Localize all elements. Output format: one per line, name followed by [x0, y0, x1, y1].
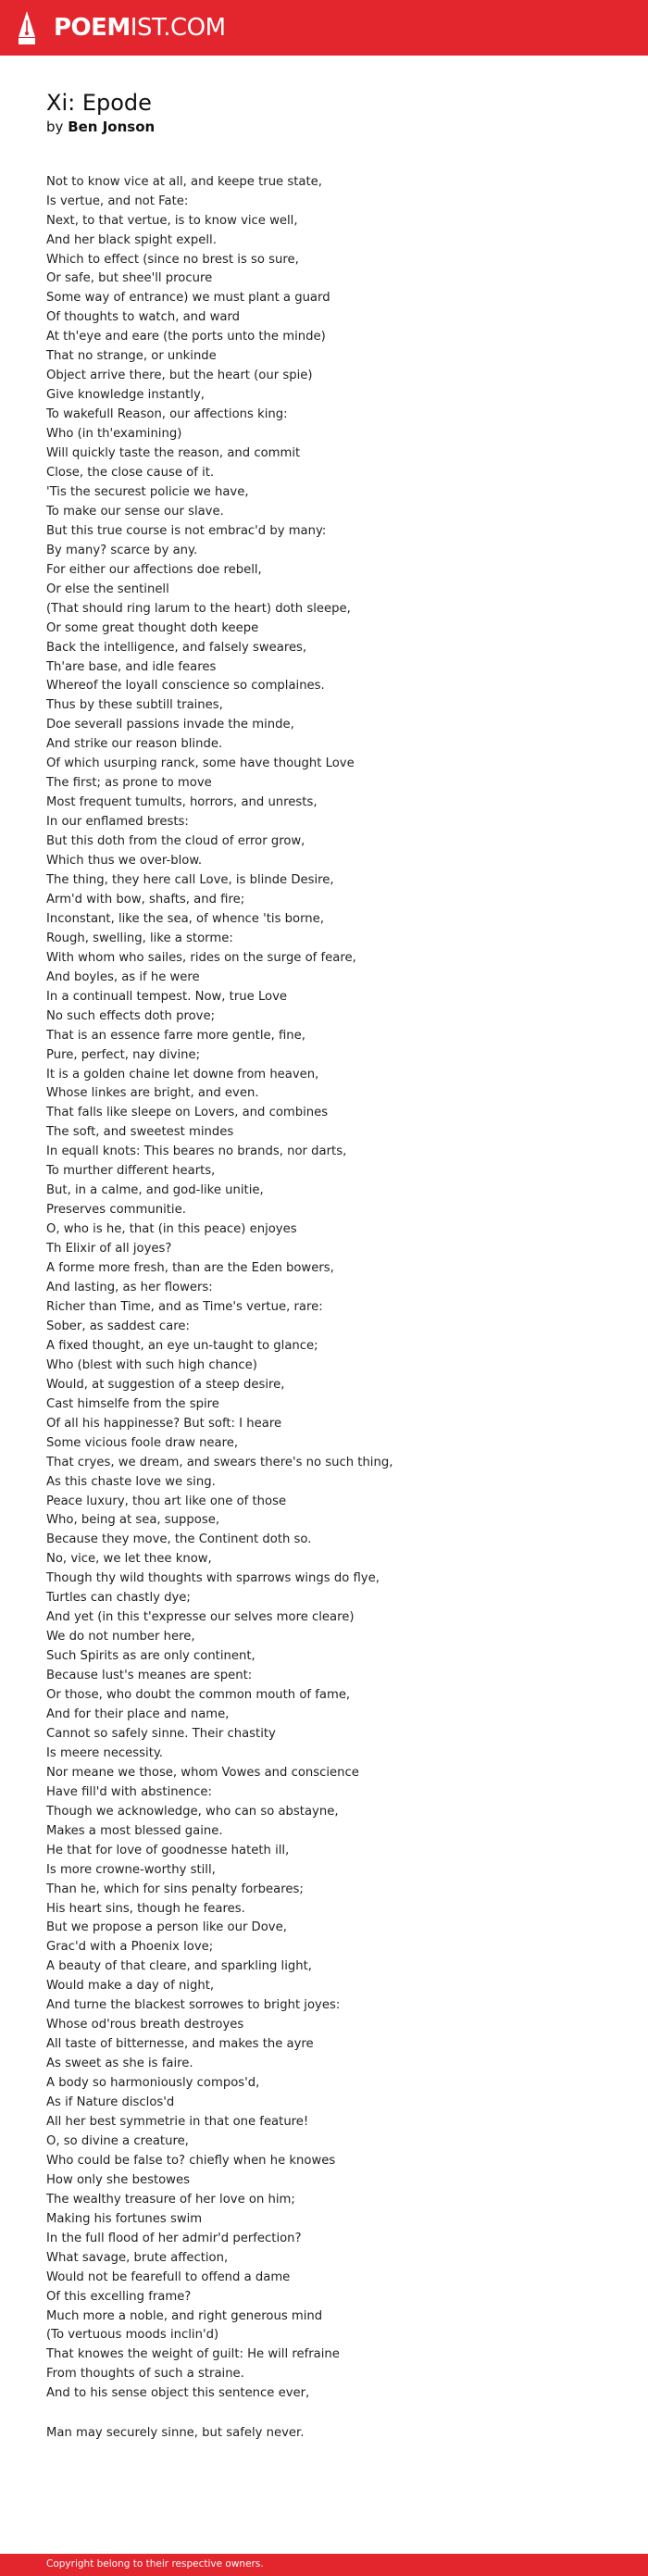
- poem-line: And turne the blackest sorrowes to bright joyes:: [46, 1998, 341, 2013]
- poem-line: Nor meane we those, whom Vowes and conscience: [46, 1765, 359, 1780]
- poem-line: O, who is he, that (in this peace) enjoyes: [46, 1222, 297, 1237]
- poem-line: Or else the sentinell: [46, 581, 169, 596]
- poem-line: Most frequent tumults, horrors, and unrests,: [46, 795, 318, 810]
- poem-line: Back the intelligence, and falsely sweares,: [46, 640, 307, 655]
- poem-line: A forme more fresh, than are the Eden bowers,: [46, 1261, 334, 1276]
- poem-line: Th Elixir of all joyes?: [46, 1242, 172, 1257]
- poem-line: But, in a calme, and god-like unitie,: [46, 1183, 264, 1198]
- poem-line: And lasting, as her flowers:: [46, 1281, 213, 1295]
- poem-line: A fixed thought, an eye un-taught to glance;: [46, 1338, 318, 1353]
- poem-line: Would not be fearefull to offend a dame: [46, 2270, 291, 2284]
- poem-line: Would, at suggestion of a steep desire,: [46, 1377, 285, 1392]
- poem-line: Whose linkes are bright, and even.: [46, 1086, 259, 1101]
- poem-line: And strike our reason blinde.: [46, 737, 223, 752]
- poem-line: Who, being at sea, suppose,: [46, 1513, 220, 1528]
- poem-line: To wakefull Reason, our affections king:: [46, 407, 288, 422]
- poem-line: Though thy wild thoughts with sparrows wings do flye,: [46, 1571, 380, 1586]
- poem-line: Whose od'rous breath destroyes: [46, 2018, 244, 2032]
- poem-line: For either our affections doe rebell,: [46, 562, 262, 577]
- poem-line: That is an essence farre more gentle, fine,: [46, 1028, 305, 1043]
- poem-content: [46, 89, 620, 2464]
- poem-line: In equall knots: This beares no brands, nor darts,: [46, 1144, 347, 1159]
- poem-line: That no strange, or unkinde: [46, 349, 217, 364]
- poem-line: Or some great thought doth keepe: [46, 620, 259, 635]
- poem-line: Th'are base, and idle feares: [46, 659, 217, 674]
- poem-line: No, vice, we let thee know,: [46, 1552, 212, 1567]
- poem-line: Though we acknowledge, who can so abstayne,: [46, 1804, 339, 1819]
- poem-line: At th'eye and eare (the ports unto the minde): [46, 330, 326, 344]
- poem-line: Is meere necessity.: [46, 1745, 163, 1760]
- poem-line: That falls like sleepe on Lovers, and combines: [46, 1106, 329, 1120]
- poem-line: He that for love of goodnesse hateth ill,: [46, 1843, 290, 1857]
- poem-stanza: [46, 2424, 620, 2444]
- poem-line: Turtles can chastly dye;: [46, 1591, 191, 1606]
- poem-line: Object arrive there, but the heart (our spie): [46, 369, 313, 383]
- poem-line: His heart sins, though he feares.: [46, 1901, 245, 1916]
- poem-line: Inconstant, like the sea, of whence 'tis borne,: [46, 911, 324, 926]
- poem-line: But we propose a person like our Dove,: [46, 1920, 287, 1935]
- poem-line: Thus by these subtill traines,: [46, 698, 223, 713]
- poem-line: In the full flood of her admir'd perfection?: [46, 2231, 302, 2245]
- poem-line: It is a golden chaine let downe from heaven,: [46, 1067, 319, 1082]
- poem-line: Cast himselfe from the spire: [46, 1396, 219, 1411]
- poem-line: Richer than Time, and as Time's vertue, rare:: [46, 1299, 323, 1314]
- poem-line: Some vicious foole draw neare,: [46, 1435, 239, 1450]
- poem-line: Who could be false to? chiefly when he knowes: [46, 2153, 336, 2168]
- poem-line: In a continuall tempest. Now, true Love: [46, 989, 288, 1004]
- poem-line: And her black spight expell.: [46, 232, 217, 247]
- poem-line: Will quickly taste the reason, and commit: [46, 446, 301, 461]
- poem-line: As sweet as she is faire.: [46, 2057, 193, 2071]
- poem-line: And yet (in this t'expresse our selves more cleare): [46, 1610, 355, 1625]
- poem-byline: [46, 119, 620, 137]
- poem-line: Cannot so safely sinne. Their chastity: [46, 1726, 276, 1741]
- poem-line: Of all his happinesse? But soft: I heare: [46, 1416, 282, 1431]
- poem-line: O, so divine a creature,: [46, 2133, 189, 2148]
- poem-line: Some way of entrance) we must plant a guard: [46, 291, 330, 306]
- poem-stanza: [46, 173, 620, 2405]
- poem-line: Not to know vice at all, and keepe true state,: [46, 174, 322, 189]
- poem-line: The wealthy treasure of her love on him;: [46, 2192, 295, 2207]
- poem-line: That knowes the weight of guilt: He will refraine: [46, 2347, 340, 2362]
- poem-line: Which to effect (since no brest is so sure,: [46, 252, 299, 267]
- poem-line: Grac'd with a Phoenix love;: [46, 1940, 214, 1955]
- poem-line: Which thus we over-blow.: [46, 854, 203, 869]
- poem-line: That cryes, we dream, and swears there's no such thing,: [46, 1455, 393, 1469]
- poem-line: As this chaste love we sing.: [46, 1474, 216, 1489]
- poem-line: No such effects doth prove;: [46, 1008, 216, 1023]
- poem-line: We do not number here,: [46, 1630, 195, 1644]
- poem-line: Peace luxury, thou art like one of those: [46, 1494, 287, 1508]
- poem-line: And for their place and name,: [46, 1707, 230, 1721]
- poem-line: The soft, and sweetest mindes: [46, 1125, 234, 1140]
- poem-line: Doe severall passions invade the minde,: [46, 718, 294, 732]
- poem-line: Because they move, the Continent doth so.: [46, 1532, 312, 1547]
- poem-line: All taste of bitternesse, and makes the ayre: [46, 2037, 314, 2052]
- poem-line: By many? scarce by any.: [46, 543, 198, 557]
- poem-line: Pure, perfect, nay divine;: [46, 1047, 201, 1062]
- poem-line: Or safe, but shee'll procure: [46, 271, 213, 286]
- site-logo-link[interactable]: [17, 9, 226, 46]
- poem-line: Making his fortunes swim: [46, 2211, 203, 2226]
- poem-line: Such Spirits as are only continent,: [46, 1649, 255, 1664]
- logo-text-light: IST.COM: [130, 14, 226, 42]
- poem-line: A beauty of that cleare, and sparkling light,: [46, 1959, 312, 1974]
- poem-line: Rough, swelling, like a storme:: [46, 931, 233, 945]
- poem-line: Have fill'd with abstinence:: [46, 1784, 212, 1799]
- poem-line: As if Nature disclos'd: [46, 2095, 175, 2110]
- poem-line: Close, the close cause of it.: [46, 465, 215, 480]
- poem-line: Give knowledge instantly,: [46, 388, 205, 403]
- poem-line: Would make a day of night,: [46, 1979, 215, 1994]
- poem-line: And boyles, as if he were: [46, 969, 200, 984]
- poem-line: Is more crowne-worthy still,: [46, 1862, 216, 1877]
- logo-text-bold: POEM: [54, 14, 131, 42]
- poem-line: Much more a noble, and right generous mind: [46, 2308, 323, 2323]
- poem-line: How only she bestowes: [46, 2172, 190, 2187]
- poem-line: But this true course is not embrac'd by many:: [46, 523, 327, 538]
- poem-line: Preserves communitie.: [46, 1203, 186, 1218]
- poem-line: With whom who sailes, rides on the surge of feare,: [46, 950, 356, 965]
- poem-line: From thoughts of such a straine.: [46, 2367, 244, 2382]
- poem-line: The thing, they here call Love, is blinde Desire,: [46, 873, 334, 887]
- poem-line: But this doth from the cloud of error grow,: [46, 834, 305, 849]
- poem-line: Sober, as saddest care:: [46, 1319, 190, 1333]
- poem-line: (To vertuous moods inclin'd): [46, 2328, 219, 2343]
- poem-line: Of thoughts to watch, and ward: [46, 310, 241, 325]
- poem-line: In our enflamed brests:: [46, 815, 189, 830]
- poem-line: Who (in th'examining): [46, 427, 182, 442]
- site-footer: [0, 2554, 648, 2576]
- poem-line: And to his sense object this sentence ever,: [46, 2386, 310, 2401]
- poem-line: Of this excelling frame?: [46, 2289, 192, 2304]
- copyright-text: Copyright belong to their respective owners.: [46, 2558, 264, 2570]
- poem-title: Xi: Epode: [46, 90, 152, 116]
- poem-line: Because lust's meanes are spent:: [46, 1669, 253, 1683]
- poem-line: Is vertue, and not Fate:: [46, 194, 189, 208]
- poem-line: (That should ring larum to the heart) doth sleepe,: [46, 601, 351, 616]
- poem-line: A body so harmoniously compos'd,: [46, 2076, 260, 2091]
- pen-nib-icon: [17, 10, 37, 45]
- poem-line: Whereof the loyall conscience so complaines.: [46, 679, 325, 694]
- poem-line: Makes a most blessed gaine.: [46, 1823, 223, 1838]
- site-logo-text: [54, 14, 226, 42]
- poem-line: What savage, brute affection,: [46, 2250, 229, 2265]
- poem-line: To murther different hearts,: [46, 1164, 216, 1179]
- poem-line: 'Tis the securest policie we have,: [46, 484, 249, 499]
- poem-line: Next, to that vertue, is to know vice well,: [46, 213, 298, 228]
- poem-line: Arm'd with bow, shafts, and fire;: [46, 892, 245, 907]
- poem-line: The first; as prone to move: [46, 776, 212, 791]
- poem-line: Who (blest with such high chance): [46, 1357, 257, 1372]
- site-header: [0, 0, 648, 56]
- poem-line: Of which usurping ranck, some have thought Love: [46, 757, 355, 771]
- poem-line: Man may securely sinne, but safely never.: [46, 2426, 305, 2441]
- author-link[interactable]: Ben Jonson: [68, 119, 156, 136]
- poem-line: All her best symmetrie in that one feature!: [46, 2115, 309, 2129]
- poem-line: Than he, which for sins penalty forbeares;: [46, 1882, 304, 1896]
- by-label: by: [46, 119, 64, 136]
- poem-line: To make our sense our slave.: [46, 504, 224, 519]
- poem-line: Or those, who doubt the common mouth of fame,: [46, 1688, 351, 1703]
- poem-body: [46, 173, 620, 2445]
